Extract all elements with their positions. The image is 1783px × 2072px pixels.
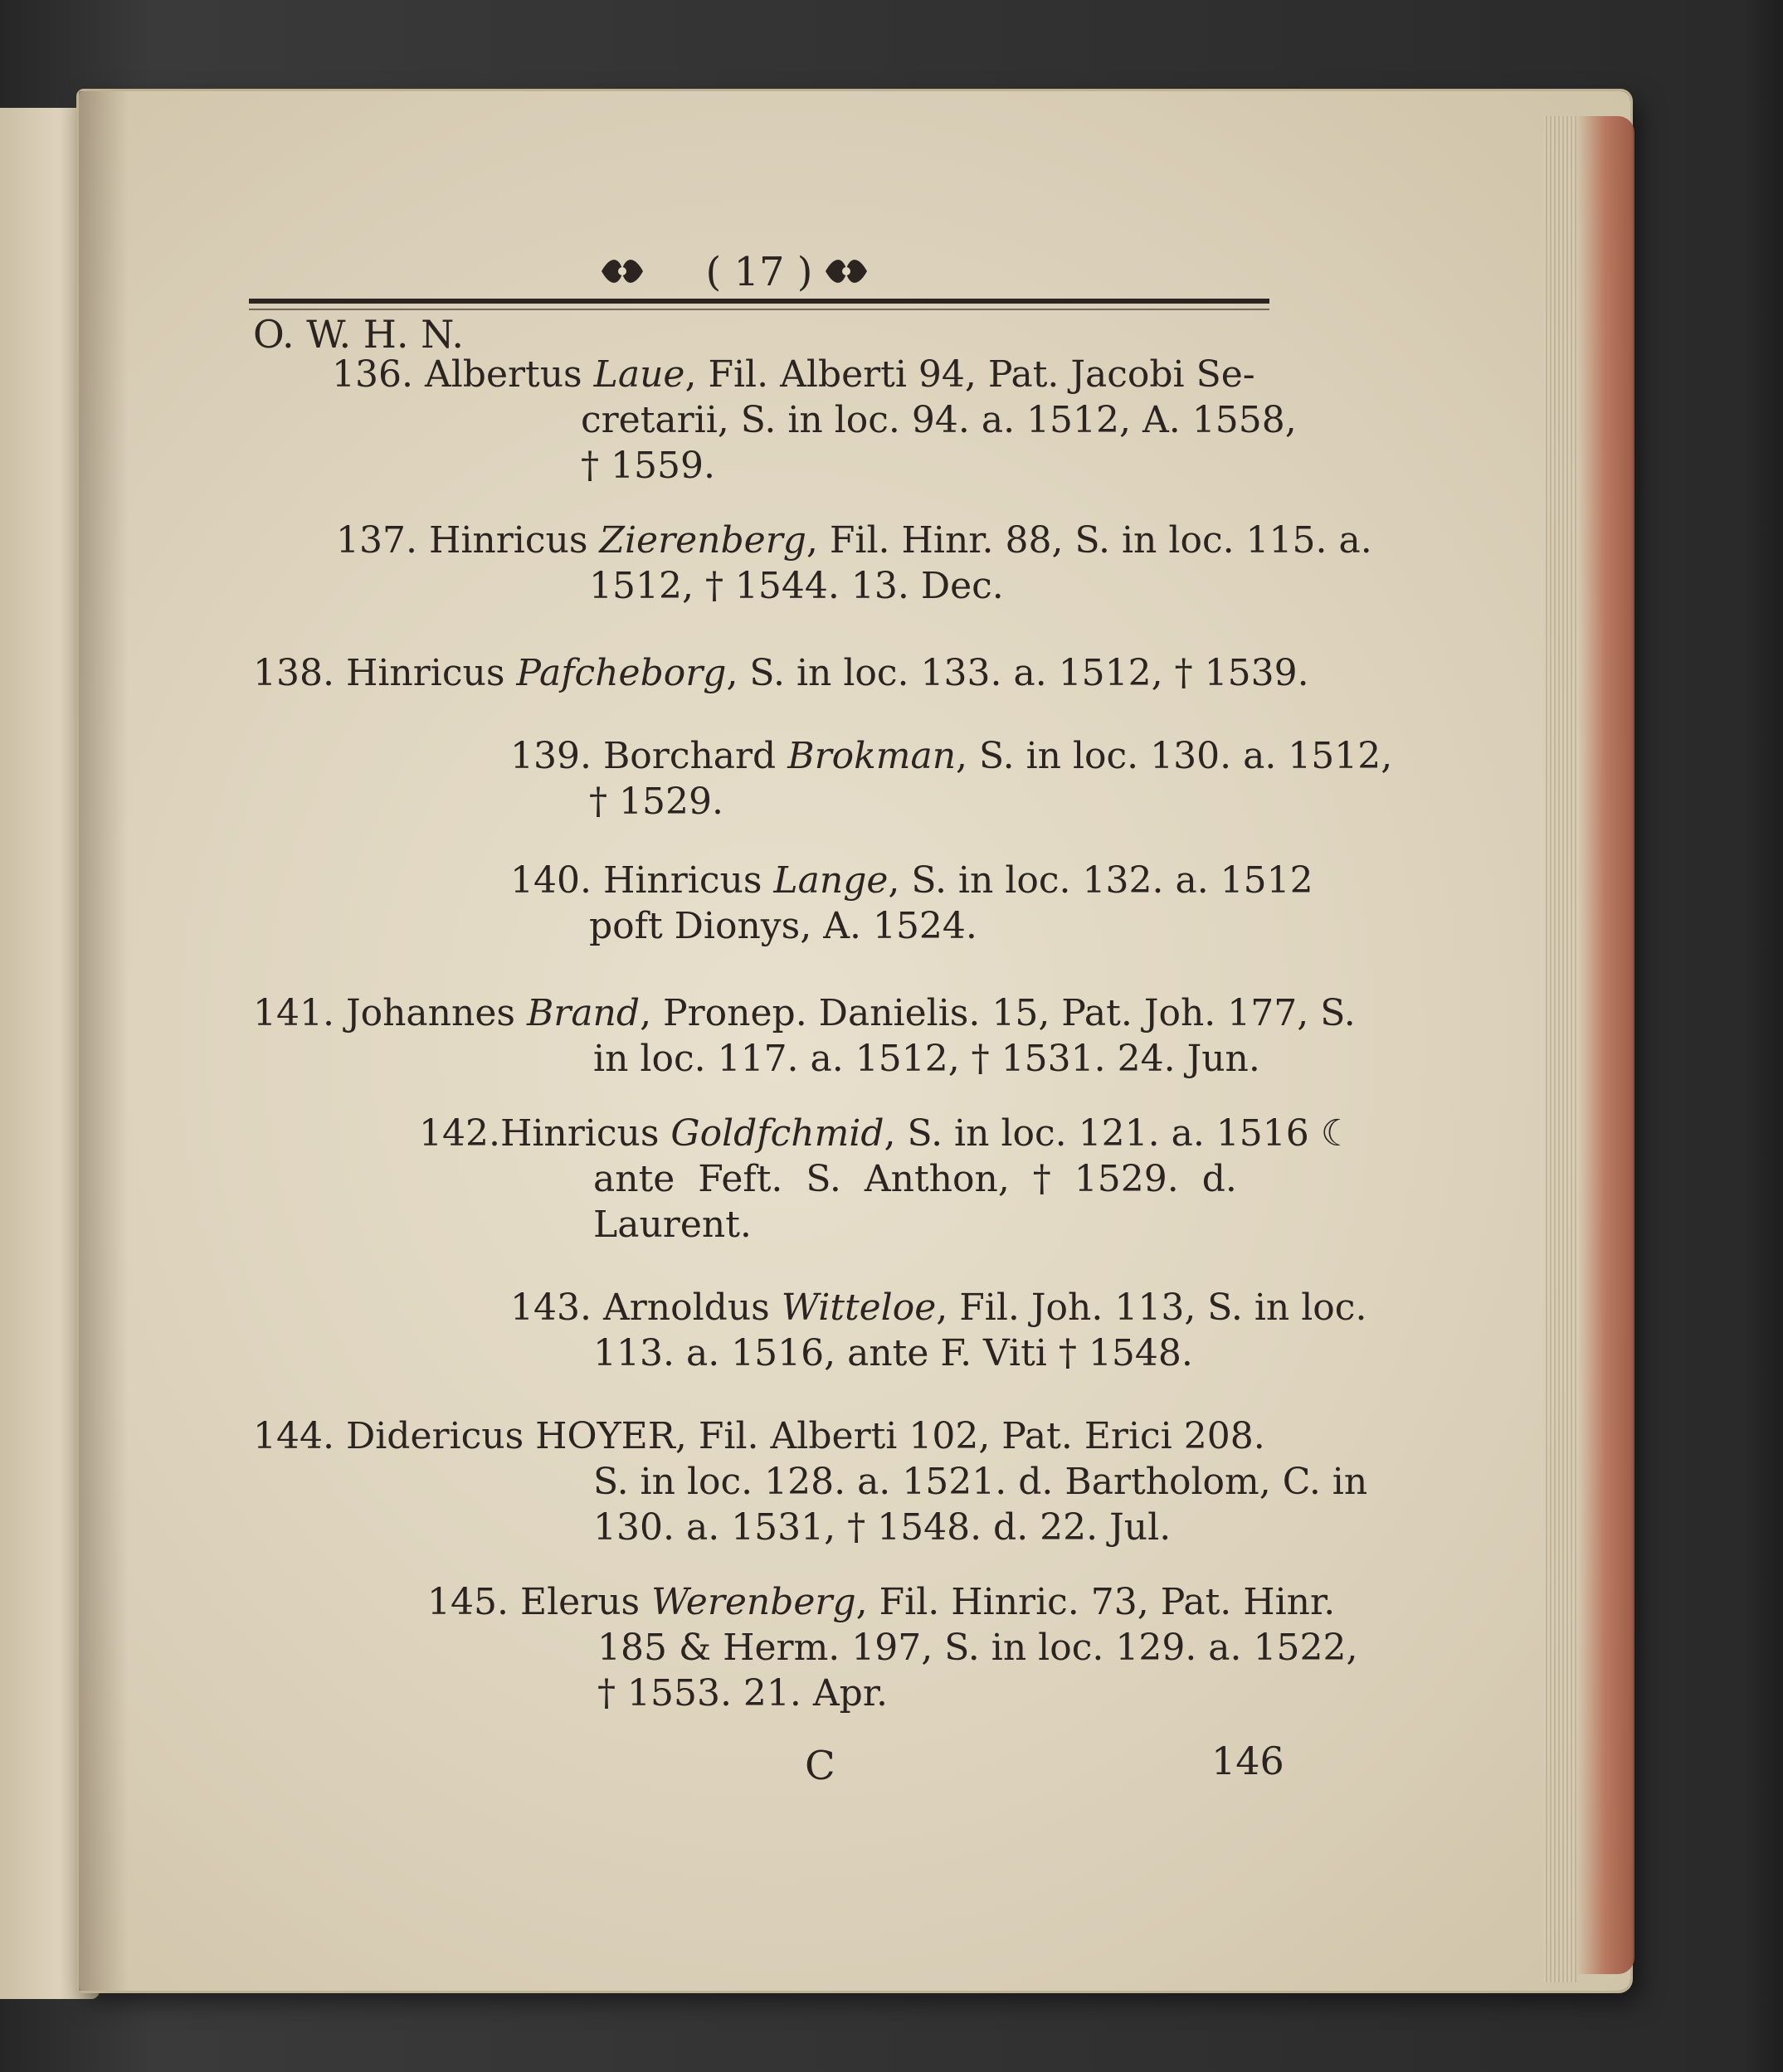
- entry-number-name: 142.Hinricus: [419, 1112, 660, 1155]
- entry-line: 130. a. 1531, † 1548. d. 22. Jul.: [593, 1506, 1172, 1549]
- entry-number-name: 145. Elerus: [427, 1581, 641, 1623]
- entry-number-name: 141. Johannes: [253, 992, 515, 1034]
- header-rule-thin: [249, 309, 1269, 310]
- entry-line: cretarii, S. in loc. 94. a. 1512, A. 1558,: [581, 399, 1297, 441]
- entry-details: , Fil. Joh. 113, S. in loc.: [936, 1286, 1367, 1329]
- entry-surname: Brand: [526, 992, 641, 1034]
- entry-surname: Goldfchmid: [670, 1112, 884, 1155]
- entry-line: 1512, † 1544. 13. Dec.: [589, 565, 1004, 607]
- entry-details: , Pronep. Danielis. 15, Pat. Joh. 177, S.: [640, 992, 1356, 1034]
- entry-details: , Fil. Alberti 94, Pat. Jacobi Se-: [684, 353, 1255, 396]
- entry-line: S. in loc. 128. a. 1521. d. Bartholom, C. in: [593, 1461, 1368, 1503]
- running-header: [249, 249, 1269, 299]
- signature-mark: C: [805, 1743, 835, 1789]
- entry-line: 185 & Herm. 197, S. in loc. 129. a. 1522,: [597, 1627, 1358, 1669]
- entry-number-name: 136. Albertus: [332, 353, 582, 396]
- entry-number-name: 139. Borchard: [510, 735, 777, 777]
- entry-line: † 1559.: [581, 445, 715, 487]
- catchword: 146: [1211, 1739, 1284, 1783]
- entry-surname: Werenberg: [651, 1581, 856, 1623]
- entry-number-name: 137. Hinricus: [336, 519, 588, 562]
- entry-line: 144. Didericus HOYER, Fil. Alberti 102, Pat. Erici 208.: [253, 1415, 1265, 1457]
- gutter-shadow: [79, 91, 129, 1991]
- entry-surname: Lange: [773, 859, 889, 902]
- entry-surname: Brokman: [787, 735, 957, 777]
- entry-surname: Witteloe: [781, 1286, 937, 1329]
- entry-number-name: 143. Arnoldus: [510, 1286, 770, 1329]
- page-number: ( 17 ): [705, 249, 813, 295]
- entry-details: , S. in loc. 121. a. 1516 ☾: [884, 1112, 1354, 1155]
- entry-number-name: 140. Hinricus: [510, 859, 762, 902]
- entry-surname: Zierenberg: [599, 519, 806, 562]
- column-headings: O. W. H. N.: [253, 312, 465, 357]
- entry-details: , Fil. Hinric. 73, Pat. Hinr.: [855, 1581, 1336, 1623]
- entry-surname: Laue: [593, 353, 685, 396]
- entry-line: † 1553. 21. Apr.: [597, 1672, 889, 1715]
- entry-line: ante Feft. S. Anthon, † 1529. d.: [593, 1158, 1237, 1200]
- foxed-page-edge: [1576, 116, 1634, 1974]
- entry-line: Laurent.: [593, 1204, 752, 1246]
- entry-details: , Fil. Hinr. 88, S. in loc. 115. a.: [806, 519, 1372, 562]
- entry-line: in loc. 117. a. 1512, † 1531. 24. Jun.: [593, 1038, 1260, 1080]
- entry-line: poft Dionys, A. 1524.: [589, 905, 977, 947]
- entry-line: † 1529.: [589, 781, 723, 823]
- entry-details: , S. in loc. 130. a. 1512,: [956, 735, 1393, 777]
- header-rule: [249, 299, 1269, 304]
- right-fleuron-icon: [821, 252, 871, 290]
- entry-line: 113. a. 1516, ante F. Viti † 1548.: [593, 1332, 1193, 1374]
- entry-details: , S. in loc. 132. a. 1512: [888, 859, 1313, 902]
- entry-details: , S. in loc. 133. a. 1512, † 1539.: [726, 652, 1309, 694]
- page-stack-edge: [1543, 116, 1576, 1982]
- entry-number-name: 138. Hinricus: [253, 652, 505, 694]
- entry-surname: Pafcheborg: [516, 652, 727, 694]
